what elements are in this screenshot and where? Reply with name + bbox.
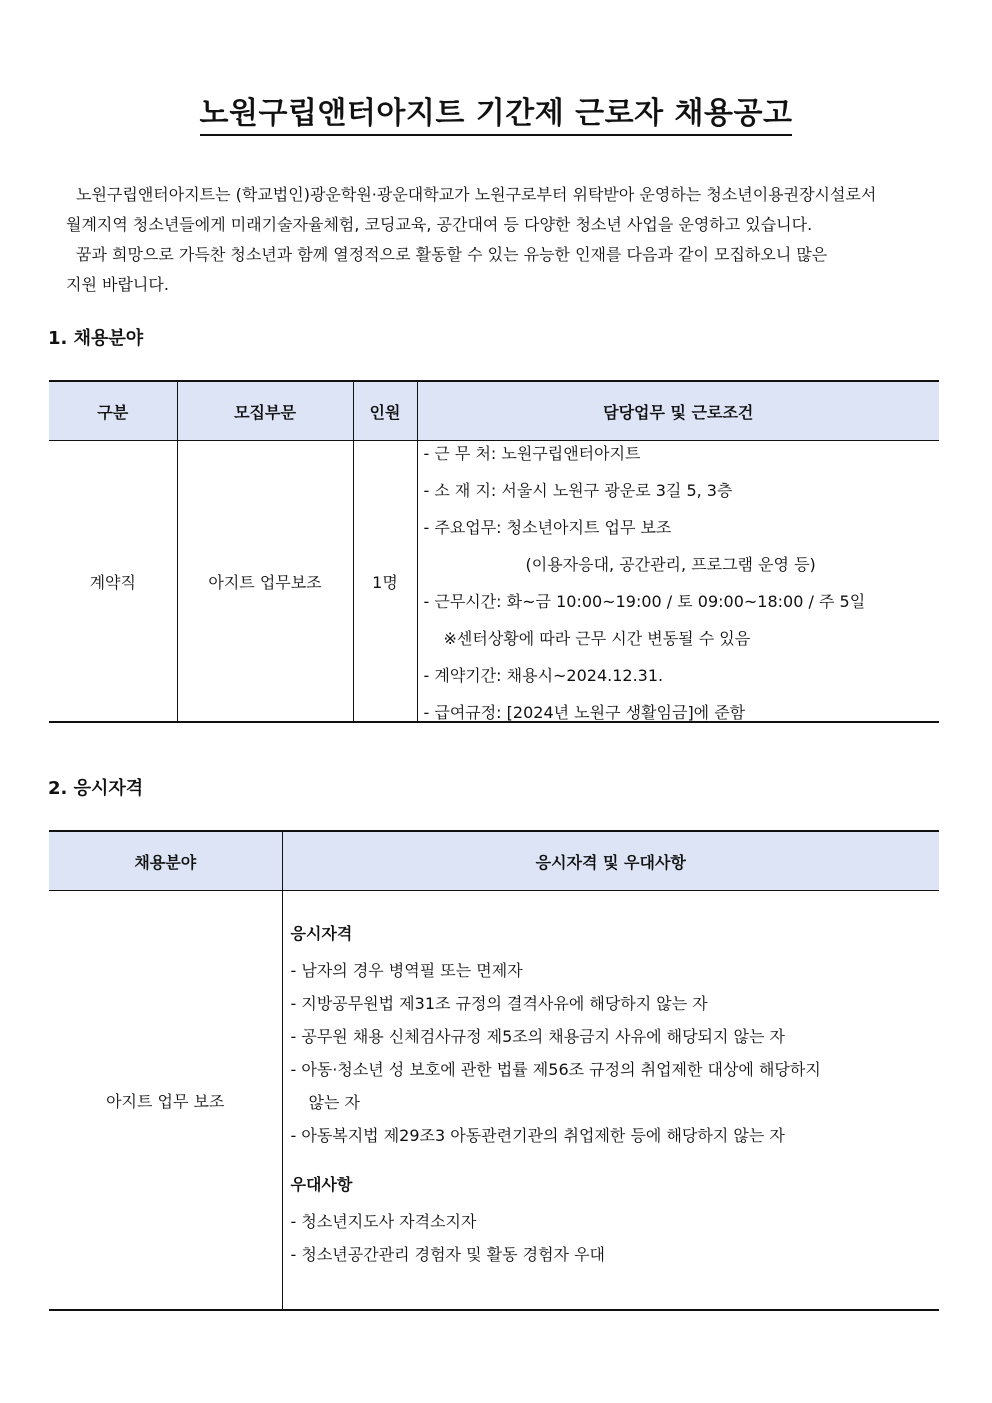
preferences-title: 우대사항: [290, 1175, 353, 1194]
table-header-row: [49, 381, 939, 441]
qualification-item: - 공무원 채용 신체검사규정 제5조의 채용금지 사유에 해당되지 않는 자: [290, 1027, 785, 1046]
header-conditions: 담당업무 및 근로조건: [417, 381, 939, 441]
condition-line: - 소 재 지: 서울시 노원구 광운로 3길 5, 3층: [423, 481, 733, 500]
condition-line: - 급여규정: [2024년 노원구 생활임금]에 준함: [423, 703, 746, 722]
preference-item: - 청소년공간관리 경험자 및 활동 경험자 우대: [290, 1245, 605, 1264]
section1-heading: 1. 채용분야: [48, 328, 144, 349]
qualification-item-continued: 않는 자: [308, 1093, 360, 1112]
header-category: 구분: [49, 381, 177, 441]
table-row: [49, 891, 939, 1311]
notice-title-wrap: [0, 88, 992, 136]
intro-line: 월계지역 청소년들에게 미래기술자율체험, 코딩교육, 공간대여 등 다양한 청소년 사업을 운영하고 있습니다.: [66, 215, 813, 234]
qualification-table: [49, 830, 939, 1311]
intro-line: 꿈과 희망으로 가득찬 청소년과 함께 열정적으로 활동할 수 있는 유능한 인재를 다음과 같이 모집하오니 많은: [76, 245, 828, 264]
notice-title: 노원구립앤터아지트 기간제 근로자 채용공고: [200, 88, 793, 136]
header-qualifications: 응시자격 및 우대사항: [282, 831, 939, 891]
header-position: 모집부문: [177, 381, 353, 441]
cell-position: 아지트 업무보조: [177, 441, 353, 723]
condition-note: ※센터상황에 따라 근무 시간 변동될 수 있음: [443, 629, 751, 648]
intro-line: 지원 바랍니다.: [66, 275, 169, 294]
condition-line: (이용자응대, 공간관리, 프로그램 운영 등): [525, 555, 816, 574]
intro-text: [66, 180, 946, 300]
recruitment-table: [49, 380, 939, 723]
cell-qualifications: [282, 891, 939, 1311]
cell-count: 1명: [353, 441, 417, 723]
intro-line: 노원구립앤터아지트는 (학교법인)광운학원·광운대학교가 노원구로부터 위탁받아 운영하는 청소년이용권장시설로서: [76, 185, 877, 204]
qualification-item: - 지방공무원법 제31조 규정의 결격사유에 해당하지 않는 자: [290, 994, 708, 1013]
qualification-item: - 남자의 경우 병역필 또는 면제자: [290, 961, 523, 980]
spacer: [291, 1156, 940, 1172]
header-field: 채용분야: [49, 831, 282, 891]
header-count: 인원: [353, 381, 417, 441]
condition-line: - 계약기간: 채용시~2024.12.31.: [423, 666, 664, 685]
qualification-item: - 아동복지법 제29조3 아동관련기관의 취업제한 등에 해당하지 않는 자: [290, 1126, 785, 1145]
qualification-item: - 아동·청소년 성 보호에 관한 법률 제56조 규정의 취업제한 대상에 해당하지: [290, 1060, 821, 1079]
preference-item: - 청소년지도사 자격소지자: [290, 1212, 477, 1231]
cell-field: 아지트 업무 보조: [49, 891, 282, 1311]
cell-category: 계약직: [49, 441, 177, 723]
condition-line: - 근 무 처: 노원구립앤터아지트: [423, 444, 641, 463]
qualifications-title: 응시자격: [290, 924, 353, 943]
condition-line: - 근무시간: 화~금 10:00~19:00 / 토 09:00~18:00 / 주 5일: [423, 592, 866, 611]
section2-heading: 2. 응시자격: [48, 778, 144, 799]
table-header-row: [49, 831, 939, 891]
condition-line: - 주요업무: 청소년아지트 업무 보조: [423, 518, 672, 537]
cell-conditions: [417, 441, 939, 723]
table-row: [49, 441, 939, 723]
